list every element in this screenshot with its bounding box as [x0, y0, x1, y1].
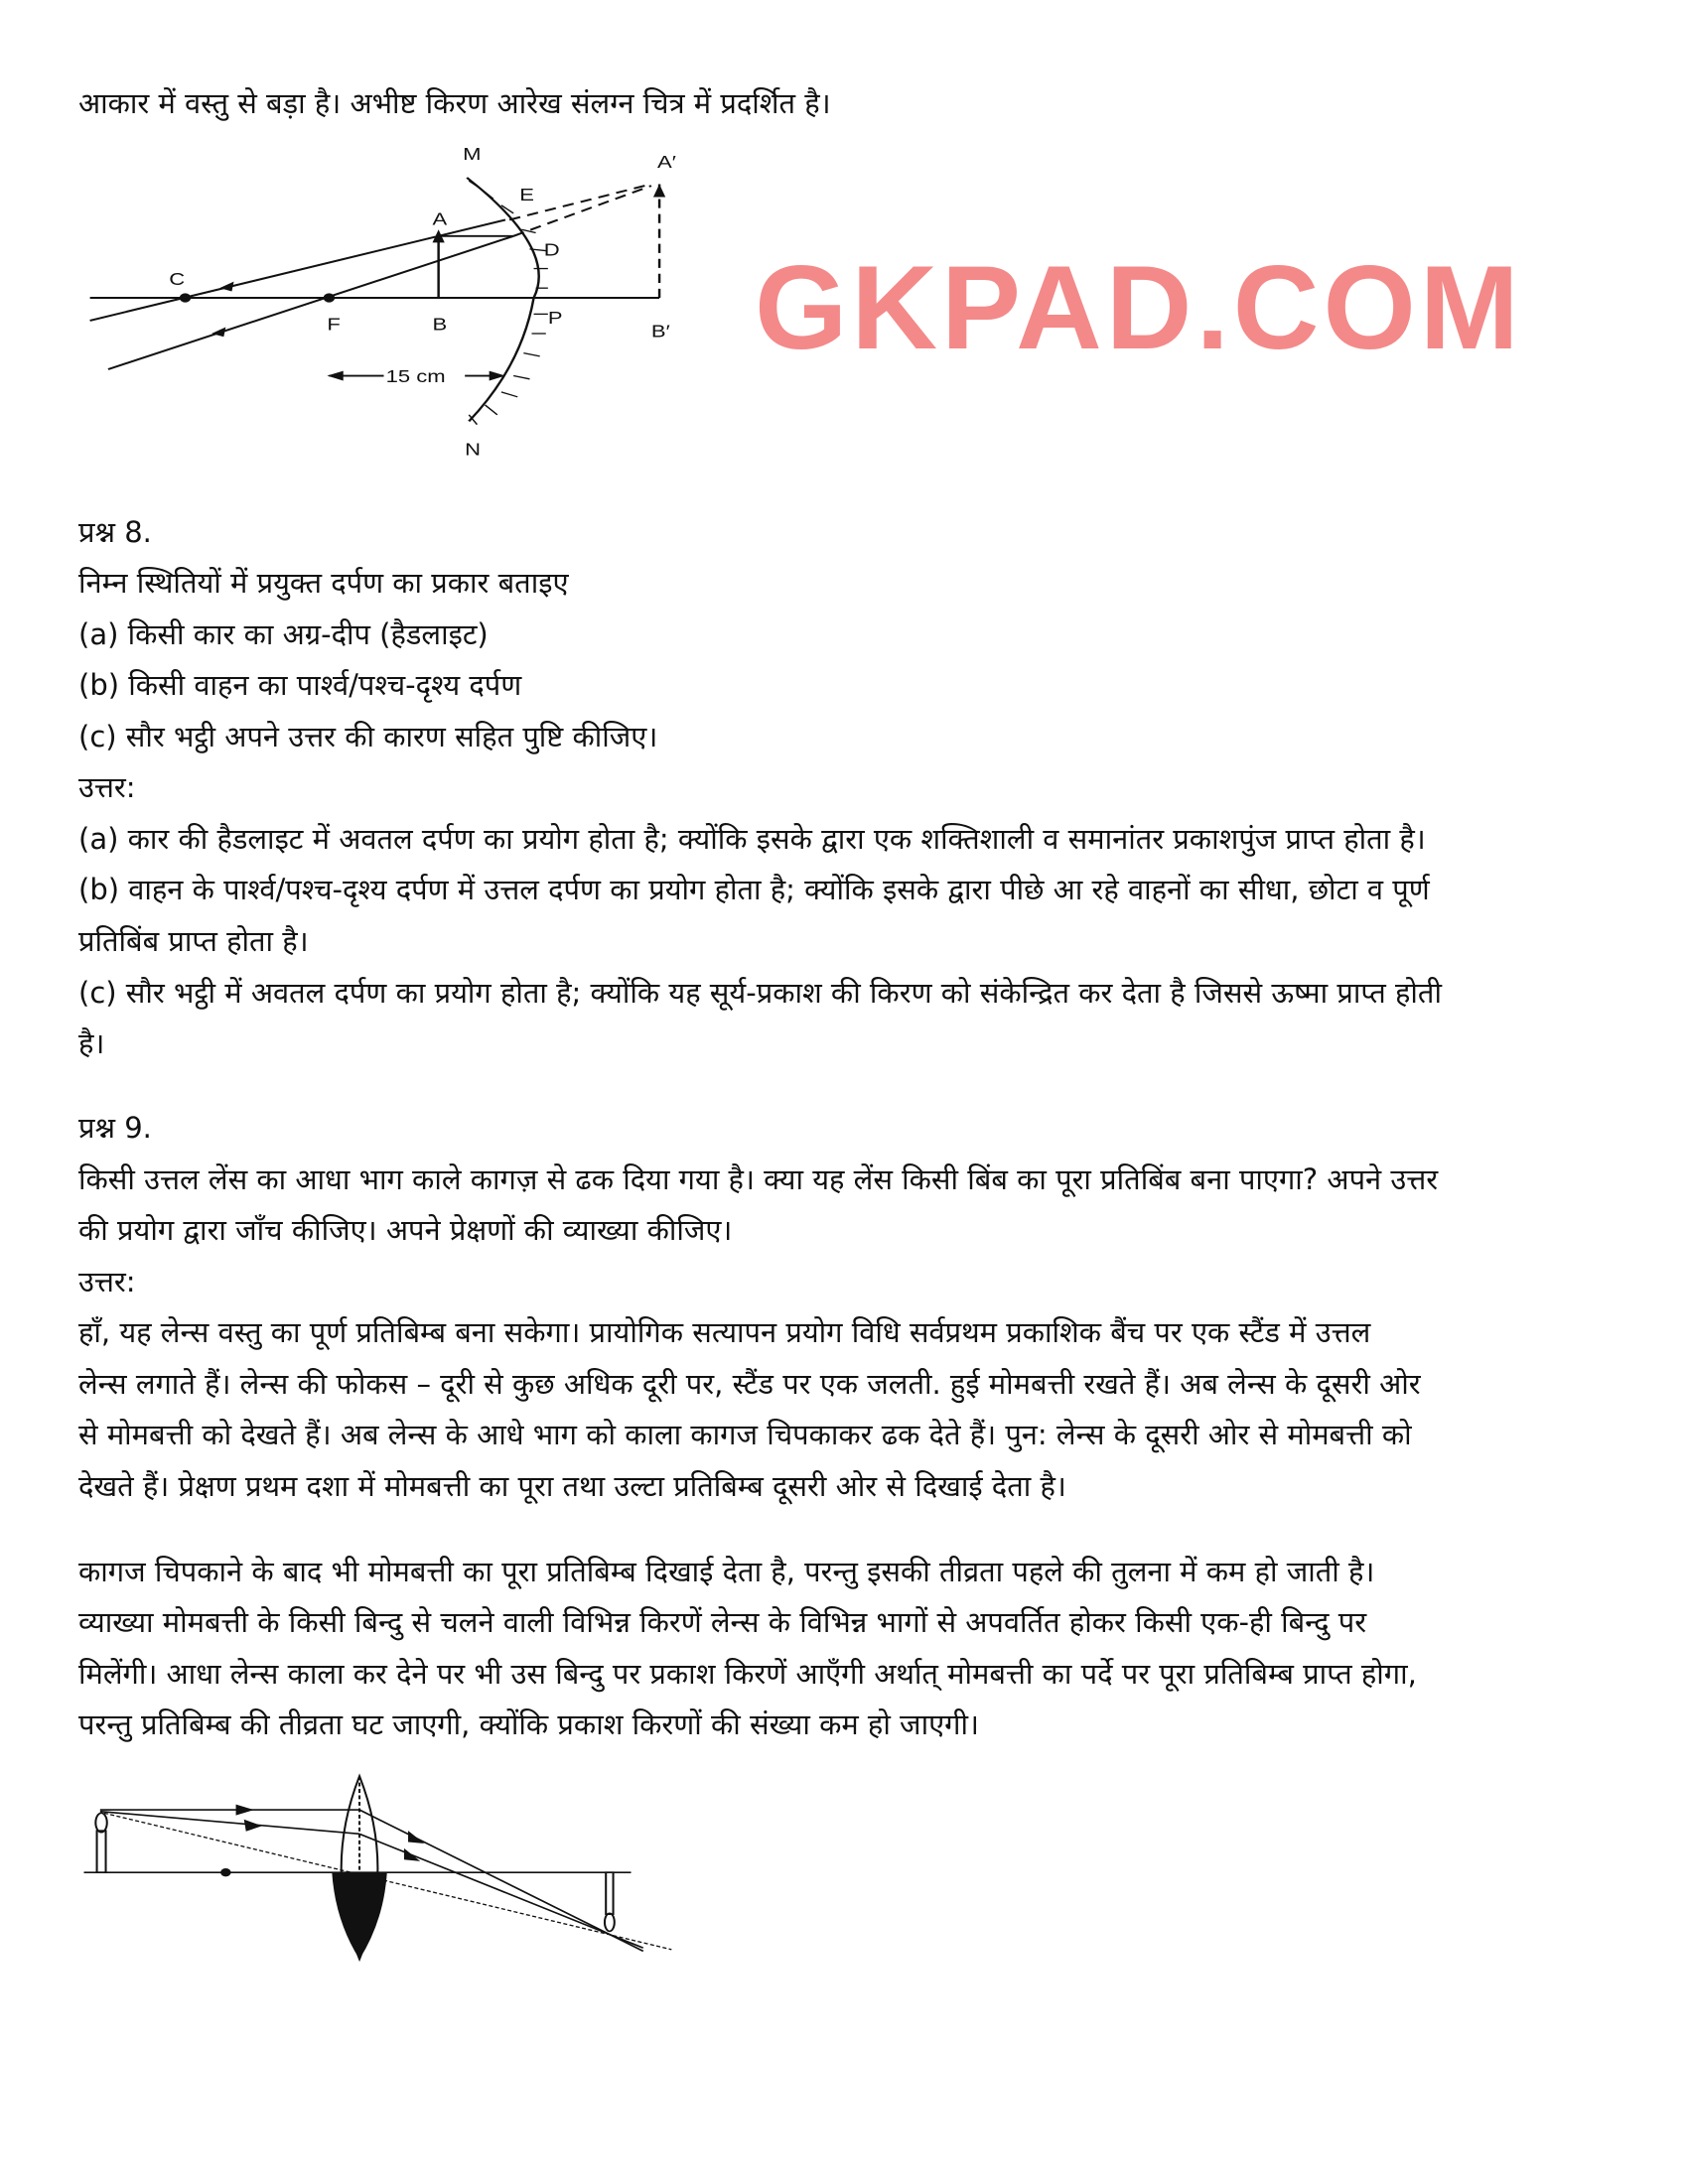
label-p: P [547, 309, 563, 329]
q9-question-line: किसी उत्तल लेंस का आधा भाग काले कागज़ से ढक दिया गया है। क्या यह लेंस किसी बिंब का पूरा प्रतिबिंब बना पाएगा? अपने उत्तर [78, 1162, 1439, 1196]
concave-mirror-ray-diagram [60, 119, 695, 477]
q8-question: निम्न स्थितियों में प्रयुक्त दर्पण का प्रकार बताइए [78, 566, 569, 600]
label-b: B [432, 315, 448, 336]
q8-answer-line: (c) सौर भट्ठी में अवतल दर्पण का प्रयोग होता है; क्योंकि यह सूर्य-प्रकाश की किरण को संकेन्द्रित कर देता है जिससे ऊष्मा प्राप्त होती [78, 976, 1442, 1010]
label-a: A [432, 209, 448, 229]
q8-answer-line: प्रतिबिंब प्राप्त होता है। [78, 924, 309, 958]
q9-para1-line: लेन्स लगाते हैं। लेन्स की फोकस – दूरी से कुछ अधिक दूरी पर, स्टैंड पर एक जलती. हुई मोमबत्ती रखते हैं। अब लेन्स के दूसरी ओर [78, 1367, 1421, 1401]
label-d: D [543, 240, 560, 260]
q9-heading: प्रश्न 9. [78, 1111, 152, 1145]
q9-para2-line: कागज चिपकाने के बाद भी मोमबत्ती का पूरा प्रतिबिम्ब दिखाई देता है, परन्तु इसकी तीव्रता पहले की तुलना में कम हो जाती है। [78, 1555, 1375, 1588]
label-e: E [519, 185, 534, 205]
q8-answer-line: (b) वाहन के पार्श्व/पश्च-दृश्य दर्पण में उत्तल दर्पण का प्रयोग होता है; क्योंकि इसके द्वारा पीछे आ रहे वाहनों का सीधा, छोटा व पूर्ण [78, 873, 1430, 906]
label-f: F [327, 315, 341, 336]
label-n: N [465, 440, 482, 461]
q9-question-line: की प्रयोग द्वारा जाँच कीजिए। अपने प्रेक्षणों की व्याख्या कीजिए। [78, 1213, 733, 1247]
q8-heading: प्रश्न 8. [78, 515, 152, 549]
point-c [180, 293, 191, 302]
q8-option-c: (c) सौर भट्ठी अपने उत्तर की कारण सहित पुष्टि कीजिए। [78, 720, 658, 753]
candle-object [97, 1831, 106, 1872]
q8-answer-label: उत्तर: [78, 770, 136, 804]
point-f [324, 293, 335, 302]
focus-point [220, 1868, 231, 1876]
candle-image [606, 1872, 613, 1914]
q9-para2-line: परन्तु प्रतिबिम्ब की तीव्रता घट जाएगी, क्योंकि प्रकाश किरणों की संख्या कम हो जाएगी। [78, 1707, 979, 1741]
watermark: GKPAD.COM [755, 241, 1523, 374]
q9-para2-line: मिलेंगी। आधा लेन्स काला कर देने पर भी उस बिन्दु पर प्रकाश किरणें आएँगी अर्थात् मोमबत्ती का पर्दे पर पूरा प्रतिबिम्ब प्राप्त होगा, [78, 1657, 1417, 1691]
q8-option-a: (a) किसी कार का अग्र-दीप (हैडलाइट) [78, 617, 489, 651]
label-c: C [169, 269, 186, 290]
half-covered-lens-diagram [60, 1747, 695, 1966]
q9-answer-label: उत्तर: [78, 1265, 136, 1298]
q8-answer-line: है। [78, 1026, 105, 1060]
label-m: M [463, 144, 482, 165]
q9-para2-line: व्याख्या मोमबत्ती के किसी बिन्दु से चलने वाली विभिन्न किरणें लेन्स के विभिन्न भागों से अपवर्तित होकर किसी एक-ही बिन्दु पर [78, 1605, 1367, 1639]
q9-para1-line: हाँ, यह लेन्स वस्तु का पूर्ण प्रतिबिम्ब बना सकेगा। प्रायोगिक सत्यापन प्रयोग विधि सर्वप्रथम प्रकाशिक बैंच पर एक स्टैंड में उत्तल [78, 1315, 1371, 1349]
q9-para1-line: देखते हैं। प्रेक्षण प्रथम दशा में मोमबत्ती का पूरा तथा उल्टा प्रतिबिम्ब दूसरी ओर से दिखाई देता है। [78, 1469, 1066, 1503]
intro-line: आकार में वस्तु से बड़ा है। अभीष्ट किरण आरेख संलग्न चित्र में प्रदर्शित है। [78, 86, 831, 120]
q9-para1-line: से मोमबत्ती को देखते हैं। अब लेन्स के आधे भाग को काला कागज चिपकाकर ढक देते हैं। पुन: लेन्स के दूसरी ओर से मोमबत्ती को [78, 1418, 1412, 1451]
distance-label: 15 cm [385, 367, 446, 387]
black-paper-cover [332, 1872, 387, 1959]
label-a-prime: A′ [657, 153, 676, 173]
label-b-prime: B′ [650, 322, 670, 341]
q8-answer-line: (a) कार की हैडलाइट में अवतल दर्पण का प्रयोग होता है; क्योंकि इसके द्वारा एक शक्तिशाली व समानांतर प्रकाशपुंज प्राप्त होता है। [78, 822, 1426, 856]
q8-option-b: (b) किसी वाहन का पार्श्व/पश्च-दृश्य दर्पण [78, 668, 522, 702]
